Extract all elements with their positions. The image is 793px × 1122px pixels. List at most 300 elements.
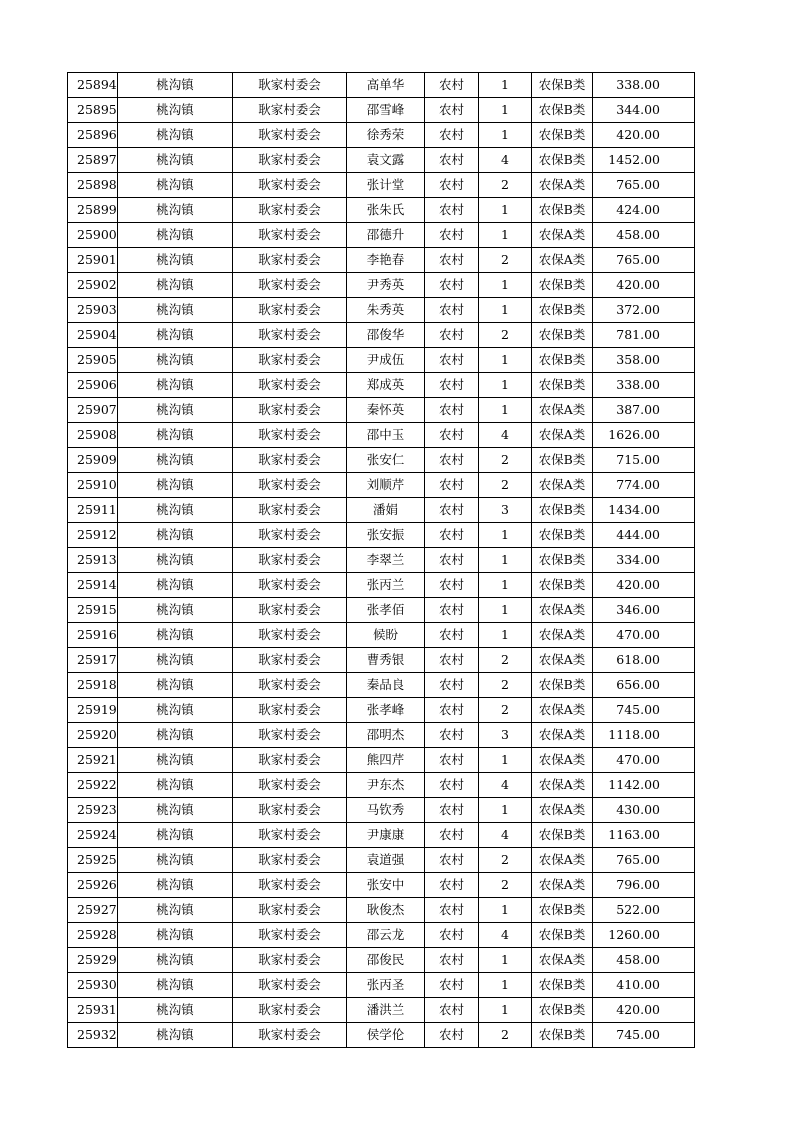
record-id-cell: 25931 [68, 998, 118, 1023]
household-type-cell: 农村 [425, 523, 479, 548]
table-row [68, 123, 695, 148]
town-cell: 桃沟镇 [118, 673, 233, 698]
member-count-cell: 1 [479, 598, 532, 623]
household-type-cell: 农村 [425, 473, 479, 498]
town-cell: 桃沟镇 [118, 823, 233, 848]
village-committee-cell: 耿家村委会 [233, 723, 347, 748]
table-row [68, 948, 695, 973]
record-id-cell: 25921 [68, 748, 118, 773]
amount-cell: 430.00 [593, 798, 695, 823]
member-count-cell: 4 [479, 148, 532, 173]
amount-cell: 1118.00 [593, 723, 695, 748]
village-committee-cell: 耿家村委会 [233, 998, 347, 1023]
village-committee-cell: 耿家村委会 [233, 173, 347, 198]
table-row [68, 723, 695, 748]
household-type-cell: 农村 [425, 423, 479, 448]
person-name-cell: 张丙兰 [347, 573, 425, 598]
insurance-category-cell: 农保B类 [532, 298, 593, 323]
household-type-cell: 农村 [425, 873, 479, 898]
record-id-cell: 25903 [68, 298, 118, 323]
member-count-cell: 1 [479, 198, 532, 223]
household-type-cell: 农村 [425, 498, 479, 523]
record-id-cell: 25898 [68, 173, 118, 198]
town-cell: 桃沟镇 [118, 248, 233, 273]
member-count-cell: 1 [479, 948, 532, 973]
roster-table [67, 72, 695, 1048]
record-id-cell: 25895 [68, 98, 118, 123]
person-name-cell: 李翠兰 [347, 548, 425, 573]
village-committee-cell: 耿家村委会 [233, 773, 347, 798]
record-id-cell: 25902 [68, 273, 118, 298]
town-cell: 桃沟镇 [118, 948, 233, 973]
household-type-cell: 农村 [425, 923, 479, 948]
town-cell: 桃沟镇 [118, 548, 233, 573]
insurance-category-cell: 农保B类 [532, 998, 593, 1023]
town-cell: 桃沟镇 [118, 723, 233, 748]
person-name-cell: 邵明杰 [347, 723, 425, 748]
member-count-cell: 1 [479, 223, 532, 248]
table-row [68, 223, 695, 248]
insurance-category-cell: 农保B类 [532, 1023, 593, 1048]
member-count-cell: 1 [479, 998, 532, 1023]
person-name-cell: 邵云龙 [347, 923, 425, 948]
table-row [68, 623, 695, 648]
amount-cell: 470.00 [593, 623, 695, 648]
household-type-cell: 农村 [425, 373, 479, 398]
insurance-category-cell: 农保B类 [532, 73, 593, 98]
member-count-cell: 2 [479, 848, 532, 873]
member-count-cell: 1 [479, 623, 532, 648]
member-count-cell: 1 [479, 273, 532, 298]
table-row [68, 873, 695, 898]
household-type-cell: 农村 [425, 98, 479, 123]
village-committee-cell: 耿家村委会 [233, 248, 347, 273]
person-name-cell: 徐秀荣 [347, 123, 425, 148]
town-cell: 桃沟镇 [118, 323, 233, 348]
person-name-cell: 张丙圣 [347, 973, 425, 998]
amount-cell: 1142.00 [593, 773, 695, 798]
table-row [68, 248, 695, 273]
insurance-category-cell: 农保B类 [532, 923, 593, 948]
village-committee-cell: 耿家村委会 [233, 573, 347, 598]
village-committee-cell: 耿家村委会 [233, 373, 347, 398]
amount-cell: 420.00 [593, 273, 695, 298]
village-committee-cell: 耿家村委会 [233, 498, 347, 523]
town-cell: 桃沟镇 [118, 498, 233, 523]
village-committee-cell: 耿家村委会 [233, 448, 347, 473]
person-name-cell: 尹秀英 [347, 273, 425, 298]
amount-cell: 1452.00 [593, 148, 695, 173]
amount-cell: 470.00 [593, 748, 695, 773]
person-name-cell: 邵雪峰 [347, 98, 425, 123]
member-count-cell: 1 [479, 298, 532, 323]
record-id-cell: 25916 [68, 623, 118, 648]
member-count-cell: 1 [479, 573, 532, 598]
member-count-cell: 1 [479, 548, 532, 573]
village-committee-cell: 耿家村委会 [233, 148, 347, 173]
insurance-category-cell: 农保B类 [532, 98, 593, 123]
town-cell: 桃沟镇 [118, 448, 233, 473]
insurance-category-cell: 农保A类 [532, 648, 593, 673]
town-cell: 桃沟镇 [118, 473, 233, 498]
record-id-cell: 25906 [68, 373, 118, 398]
insurance-category-cell: 农保A类 [532, 798, 593, 823]
member-count-cell: 4 [479, 823, 532, 848]
person-name-cell: 侯学伦 [347, 1023, 425, 1048]
person-name-cell: 张孝峰 [347, 698, 425, 723]
record-id-cell: 25901 [68, 248, 118, 273]
member-count-cell: 2 [479, 673, 532, 698]
insurance-category-cell: 农保A类 [532, 873, 593, 898]
household-type-cell: 农村 [425, 148, 479, 173]
village-committee-cell: 耿家村委会 [233, 73, 347, 98]
village-committee-cell: 耿家村委会 [233, 473, 347, 498]
person-name-cell: 邵俊民 [347, 948, 425, 973]
amount-cell: 334.00 [593, 548, 695, 573]
person-name-cell: 刘顺芹 [347, 473, 425, 498]
household-type-cell: 农村 [425, 898, 479, 923]
town-cell: 桃沟镇 [118, 923, 233, 948]
amount-cell: 765.00 [593, 848, 695, 873]
amount-cell: 338.00 [593, 73, 695, 98]
household-type-cell: 农村 [425, 623, 479, 648]
person-name-cell: 张朱氏 [347, 198, 425, 223]
amount-cell: 420.00 [593, 573, 695, 598]
member-count-cell: 1 [479, 748, 532, 773]
table-row [68, 323, 695, 348]
person-name-cell: 张安振 [347, 523, 425, 548]
amount-cell: 420.00 [593, 123, 695, 148]
roster-body [68, 73, 695, 1048]
record-id-cell: 25897 [68, 148, 118, 173]
town-cell: 桃沟镇 [118, 573, 233, 598]
amount-cell: 765.00 [593, 248, 695, 273]
table-row [68, 173, 695, 198]
amount-cell: 522.00 [593, 898, 695, 923]
member-count-cell: 2 [479, 1023, 532, 1048]
table-row [68, 848, 695, 873]
village-committee-cell: 耿家村委会 [233, 748, 347, 773]
amount-cell: 745.00 [593, 698, 695, 723]
person-name-cell: 候盼 [347, 623, 425, 648]
record-id-cell: 25905 [68, 348, 118, 373]
town-cell: 桃沟镇 [118, 698, 233, 723]
record-id-cell: 25894 [68, 73, 118, 98]
record-id-cell: 25900 [68, 223, 118, 248]
table-row [68, 523, 695, 548]
town-cell: 桃沟镇 [118, 598, 233, 623]
amount-cell: 1434.00 [593, 498, 695, 523]
insurance-category-cell: 农保B类 [532, 823, 593, 848]
town-cell: 桃沟镇 [118, 848, 233, 873]
member-count-cell: 2 [479, 698, 532, 723]
amount-cell: 1163.00 [593, 823, 695, 848]
person-name-cell: 高单华 [347, 73, 425, 98]
person-name-cell: 邵中玉 [347, 423, 425, 448]
record-id-cell: 25911 [68, 498, 118, 523]
town-cell: 桃沟镇 [118, 298, 233, 323]
person-name-cell: 邵俊华 [347, 323, 425, 348]
table-row [68, 473, 695, 498]
person-name-cell: 尹康康 [347, 823, 425, 848]
insurance-category-cell: 农保A类 [532, 248, 593, 273]
table-row [68, 98, 695, 123]
household-type-cell: 农村 [425, 248, 479, 273]
town-cell: 桃沟镇 [118, 798, 233, 823]
household-type-cell: 农村 [425, 348, 479, 373]
record-id-cell: 25915 [68, 598, 118, 623]
amount-cell: 1626.00 [593, 423, 695, 448]
table-row [68, 898, 695, 923]
table-row [68, 923, 695, 948]
town-cell: 桃沟镇 [118, 773, 233, 798]
village-committee-cell: 耿家村委会 [233, 398, 347, 423]
member-count-cell: 1 [479, 973, 532, 998]
town-cell: 桃沟镇 [118, 873, 233, 898]
village-committee-cell: 耿家村委会 [233, 673, 347, 698]
insurance-category-cell: 农保A类 [532, 698, 593, 723]
record-id-cell: 25932 [68, 1023, 118, 1048]
town-cell: 桃沟镇 [118, 648, 233, 673]
village-committee-cell: 耿家村委会 [233, 798, 347, 823]
table-row [68, 598, 695, 623]
record-id-cell: 25912 [68, 523, 118, 548]
member-count-cell: 1 [479, 398, 532, 423]
insurance-category-cell: 农保A类 [532, 623, 593, 648]
member-count-cell: 2 [479, 248, 532, 273]
record-id-cell: 25919 [68, 698, 118, 723]
record-id-cell: 25910 [68, 473, 118, 498]
table-row [68, 998, 695, 1023]
table-row [68, 573, 695, 598]
household-type-cell: 农村 [425, 198, 479, 223]
household-type-cell: 农村 [425, 648, 479, 673]
town-cell: 桃沟镇 [118, 998, 233, 1023]
insurance-category-cell: 农保B类 [532, 548, 593, 573]
insurance-category-cell: 农保B类 [532, 148, 593, 173]
insurance-category-cell: 农保A类 [532, 848, 593, 873]
town-cell: 桃沟镇 [118, 398, 233, 423]
table-row [68, 373, 695, 398]
person-name-cell: 马钦秀 [347, 798, 425, 823]
member-count-cell: 1 [479, 73, 532, 98]
household-type-cell: 农村 [425, 298, 479, 323]
town-cell: 桃沟镇 [118, 73, 233, 98]
person-name-cell: 尹东杰 [347, 773, 425, 798]
member-count-cell: 1 [479, 898, 532, 923]
table-row [68, 298, 695, 323]
town-cell: 桃沟镇 [118, 523, 233, 548]
person-name-cell: 朱秀英 [347, 298, 425, 323]
village-committee-cell: 耿家村委会 [233, 698, 347, 723]
person-name-cell: 熊四芹 [347, 748, 425, 773]
household-type-cell: 农村 [425, 823, 479, 848]
village-committee-cell: 耿家村委会 [233, 873, 347, 898]
amount-cell: 774.00 [593, 473, 695, 498]
household-type-cell: 农村 [425, 273, 479, 298]
table-row [68, 398, 695, 423]
person-name-cell: 耿俊杰 [347, 898, 425, 923]
record-id-cell: 25909 [68, 448, 118, 473]
member-count-cell: 1 [479, 123, 532, 148]
person-name-cell: 秦品良 [347, 673, 425, 698]
town-cell: 桃沟镇 [118, 123, 233, 148]
amount-cell: 387.00 [593, 398, 695, 423]
member-count-cell: 2 [479, 648, 532, 673]
town-cell: 桃沟镇 [118, 273, 233, 298]
household-type-cell: 农村 [425, 998, 479, 1023]
village-committee-cell: 耿家村委会 [233, 198, 347, 223]
record-id-cell: 25908 [68, 423, 118, 448]
town-cell: 桃沟镇 [118, 623, 233, 648]
village-committee-cell: 耿家村委会 [233, 948, 347, 973]
insurance-category-cell: 农保B类 [532, 373, 593, 398]
person-name-cell: 曹秀银 [347, 648, 425, 673]
household-type-cell: 农村 [425, 723, 479, 748]
table-row [68, 698, 695, 723]
amount-cell: 338.00 [593, 373, 695, 398]
household-type-cell: 农村 [425, 123, 479, 148]
insurance-category-cell: 农保A类 [532, 423, 593, 448]
town-cell: 桃沟镇 [118, 1023, 233, 1048]
table-row [68, 973, 695, 998]
insurance-category-cell: 农保B类 [532, 448, 593, 473]
record-id-cell: 25907 [68, 398, 118, 423]
amount-cell: 344.00 [593, 98, 695, 123]
table-row [68, 748, 695, 773]
amount-cell: 1260.00 [593, 923, 695, 948]
amount-cell: 458.00 [593, 948, 695, 973]
town-cell: 桃沟镇 [118, 348, 233, 373]
member-count-cell: 2 [479, 173, 532, 198]
amount-cell: 765.00 [593, 173, 695, 198]
insurance-category-cell: 农保A类 [532, 223, 593, 248]
village-committee-cell: 耿家村委会 [233, 423, 347, 448]
person-name-cell: 郑成英 [347, 373, 425, 398]
table-row [68, 773, 695, 798]
amount-cell: 715.00 [593, 448, 695, 473]
record-id-cell: 25924 [68, 823, 118, 848]
record-id-cell: 25926 [68, 873, 118, 898]
member-count-cell: 1 [479, 523, 532, 548]
record-id-cell: 25927 [68, 898, 118, 923]
insurance-category-cell: 农保A类 [532, 473, 593, 498]
village-committee-cell: 耿家村委会 [233, 623, 347, 648]
village-committee-cell: 耿家村委会 [233, 648, 347, 673]
amount-cell: 745.00 [593, 1023, 695, 1048]
record-id-cell: 25923 [68, 798, 118, 823]
record-id-cell: 25917 [68, 648, 118, 673]
town-cell: 桃沟镇 [118, 973, 233, 998]
record-id-cell: 25914 [68, 573, 118, 598]
town-cell: 桃沟镇 [118, 148, 233, 173]
table-row [68, 273, 695, 298]
insurance-category-cell: 农保B类 [532, 348, 593, 373]
table-row [68, 73, 695, 98]
table-row [68, 198, 695, 223]
amount-cell: 458.00 [593, 223, 695, 248]
household-type-cell: 农村 [425, 673, 479, 698]
member-count-cell: 3 [479, 723, 532, 748]
village-committee-cell: 耿家村委会 [233, 598, 347, 623]
amount-cell: 781.00 [593, 323, 695, 348]
village-committee-cell: 耿家村委会 [233, 348, 347, 373]
person-name-cell: 尹成伍 [347, 348, 425, 373]
member-count-cell: 1 [479, 348, 532, 373]
village-committee-cell: 耿家村委会 [233, 823, 347, 848]
member-count-cell: 2 [479, 473, 532, 498]
insurance-category-cell: 农保A类 [532, 598, 593, 623]
record-id-cell: 25925 [68, 848, 118, 873]
record-id-cell: 25918 [68, 673, 118, 698]
insurance-category-cell: 农保A类 [532, 723, 593, 748]
amount-cell: 656.00 [593, 673, 695, 698]
village-committee-cell: 耿家村委会 [233, 98, 347, 123]
person-name-cell: 潘娟 [347, 498, 425, 523]
village-committee-cell: 耿家村委会 [233, 523, 347, 548]
household-type-cell: 农村 [425, 548, 479, 573]
amount-cell: 424.00 [593, 198, 695, 223]
town-cell: 桃沟镇 [118, 748, 233, 773]
member-count-cell: 2 [479, 323, 532, 348]
amount-cell: 346.00 [593, 598, 695, 623]
record-id-cell: 25896 [68, 123, 118, 148]
insurance-category-cell: 农保B类 [532, 673, 593, 698]
household-type-cell: 农村 [425, 323, 479, 348]
village-committee-cell: 耿家村委会 [233, 1023, 347, 1048]
village-committee-cell: 耿家村委会 [233, 548, 347, 573]
person-name-cell: 张计堂 [347, 173, 425, 198]
amount-cell: 372.00 [593, 298, 695, 323]
household-type-cell: 农村 [425, 798, 479, 823]
insurance-category-cell: 农保B类 [532, 273, 593, 298]
village-committee-cell: 耿家村委会 [233, 298, 347, 323]
insurance-category-cell: 农保A类 [532, 748, 593, 773]
record-id-cell: 25899 [68, 198, 118, 223]
table-row [68, 423, 695, 448]
table-row [68, 498, 695, 523]
person-name-cell: 张安中 [347, 873, 425, 898]
member-count-cell: 4 [479, 773, 532, 798]
member-count-cell: 1 [479, 373, 532, 398]
insurance-category-cell: 农保A类 [532, 773, 593, 798]
table-row [68, 823, 695, 848]
record-id-cell: 25930 [68, 973, 118, 998]
table-row [68, 1023, 695, 1048]
town-cell: 桃沟镇 [118, 173, 233, 198]
table-row [68, 448, 695, 473]
amount-cell: 420.00 [593, 998, 695, 1023]
person-name-cell: 邵德升 [347, 223, 425, 248]
household-type-cell: 农村 [425, 748, 479, 773]
household-type-cell: 农村 [425, 598, 479, 623]
record-id-cell: 25904 [68, 323, 118, 348]
town-cell: 桃沟镇 [118, 423, 233, 448]
insurance-category-cell: 农保B类 [532, 323, 593, 348]
insurance-category-cell: 农保A类 [532, 173, 593, 198]
table-row [68, 673, 695, 698]
town-cell: 桃沟镇 [118, 223, 233, 248]
household-type-cell: 农村 [425, 1023, 479, 1048]
household-type-cell: 农村 [425, 448, 479, 473]
household-type-cell: 农村 [425, 73, 479, 98]
town-cell: 桃沟镇 [118, 898, 233, 923]
insurance-category-cell: 农保B类 [532, 123, 593, 148]
person-name-cell: 袁文露 [347, 148, 425, 173]
village-committee-cell: 耿家村委会 [233, 323, 347, 348]
household-type-cell: 农村 [425, 173, 479, 198]
member-count-cell: 2 [479, 448, 532, 473]
